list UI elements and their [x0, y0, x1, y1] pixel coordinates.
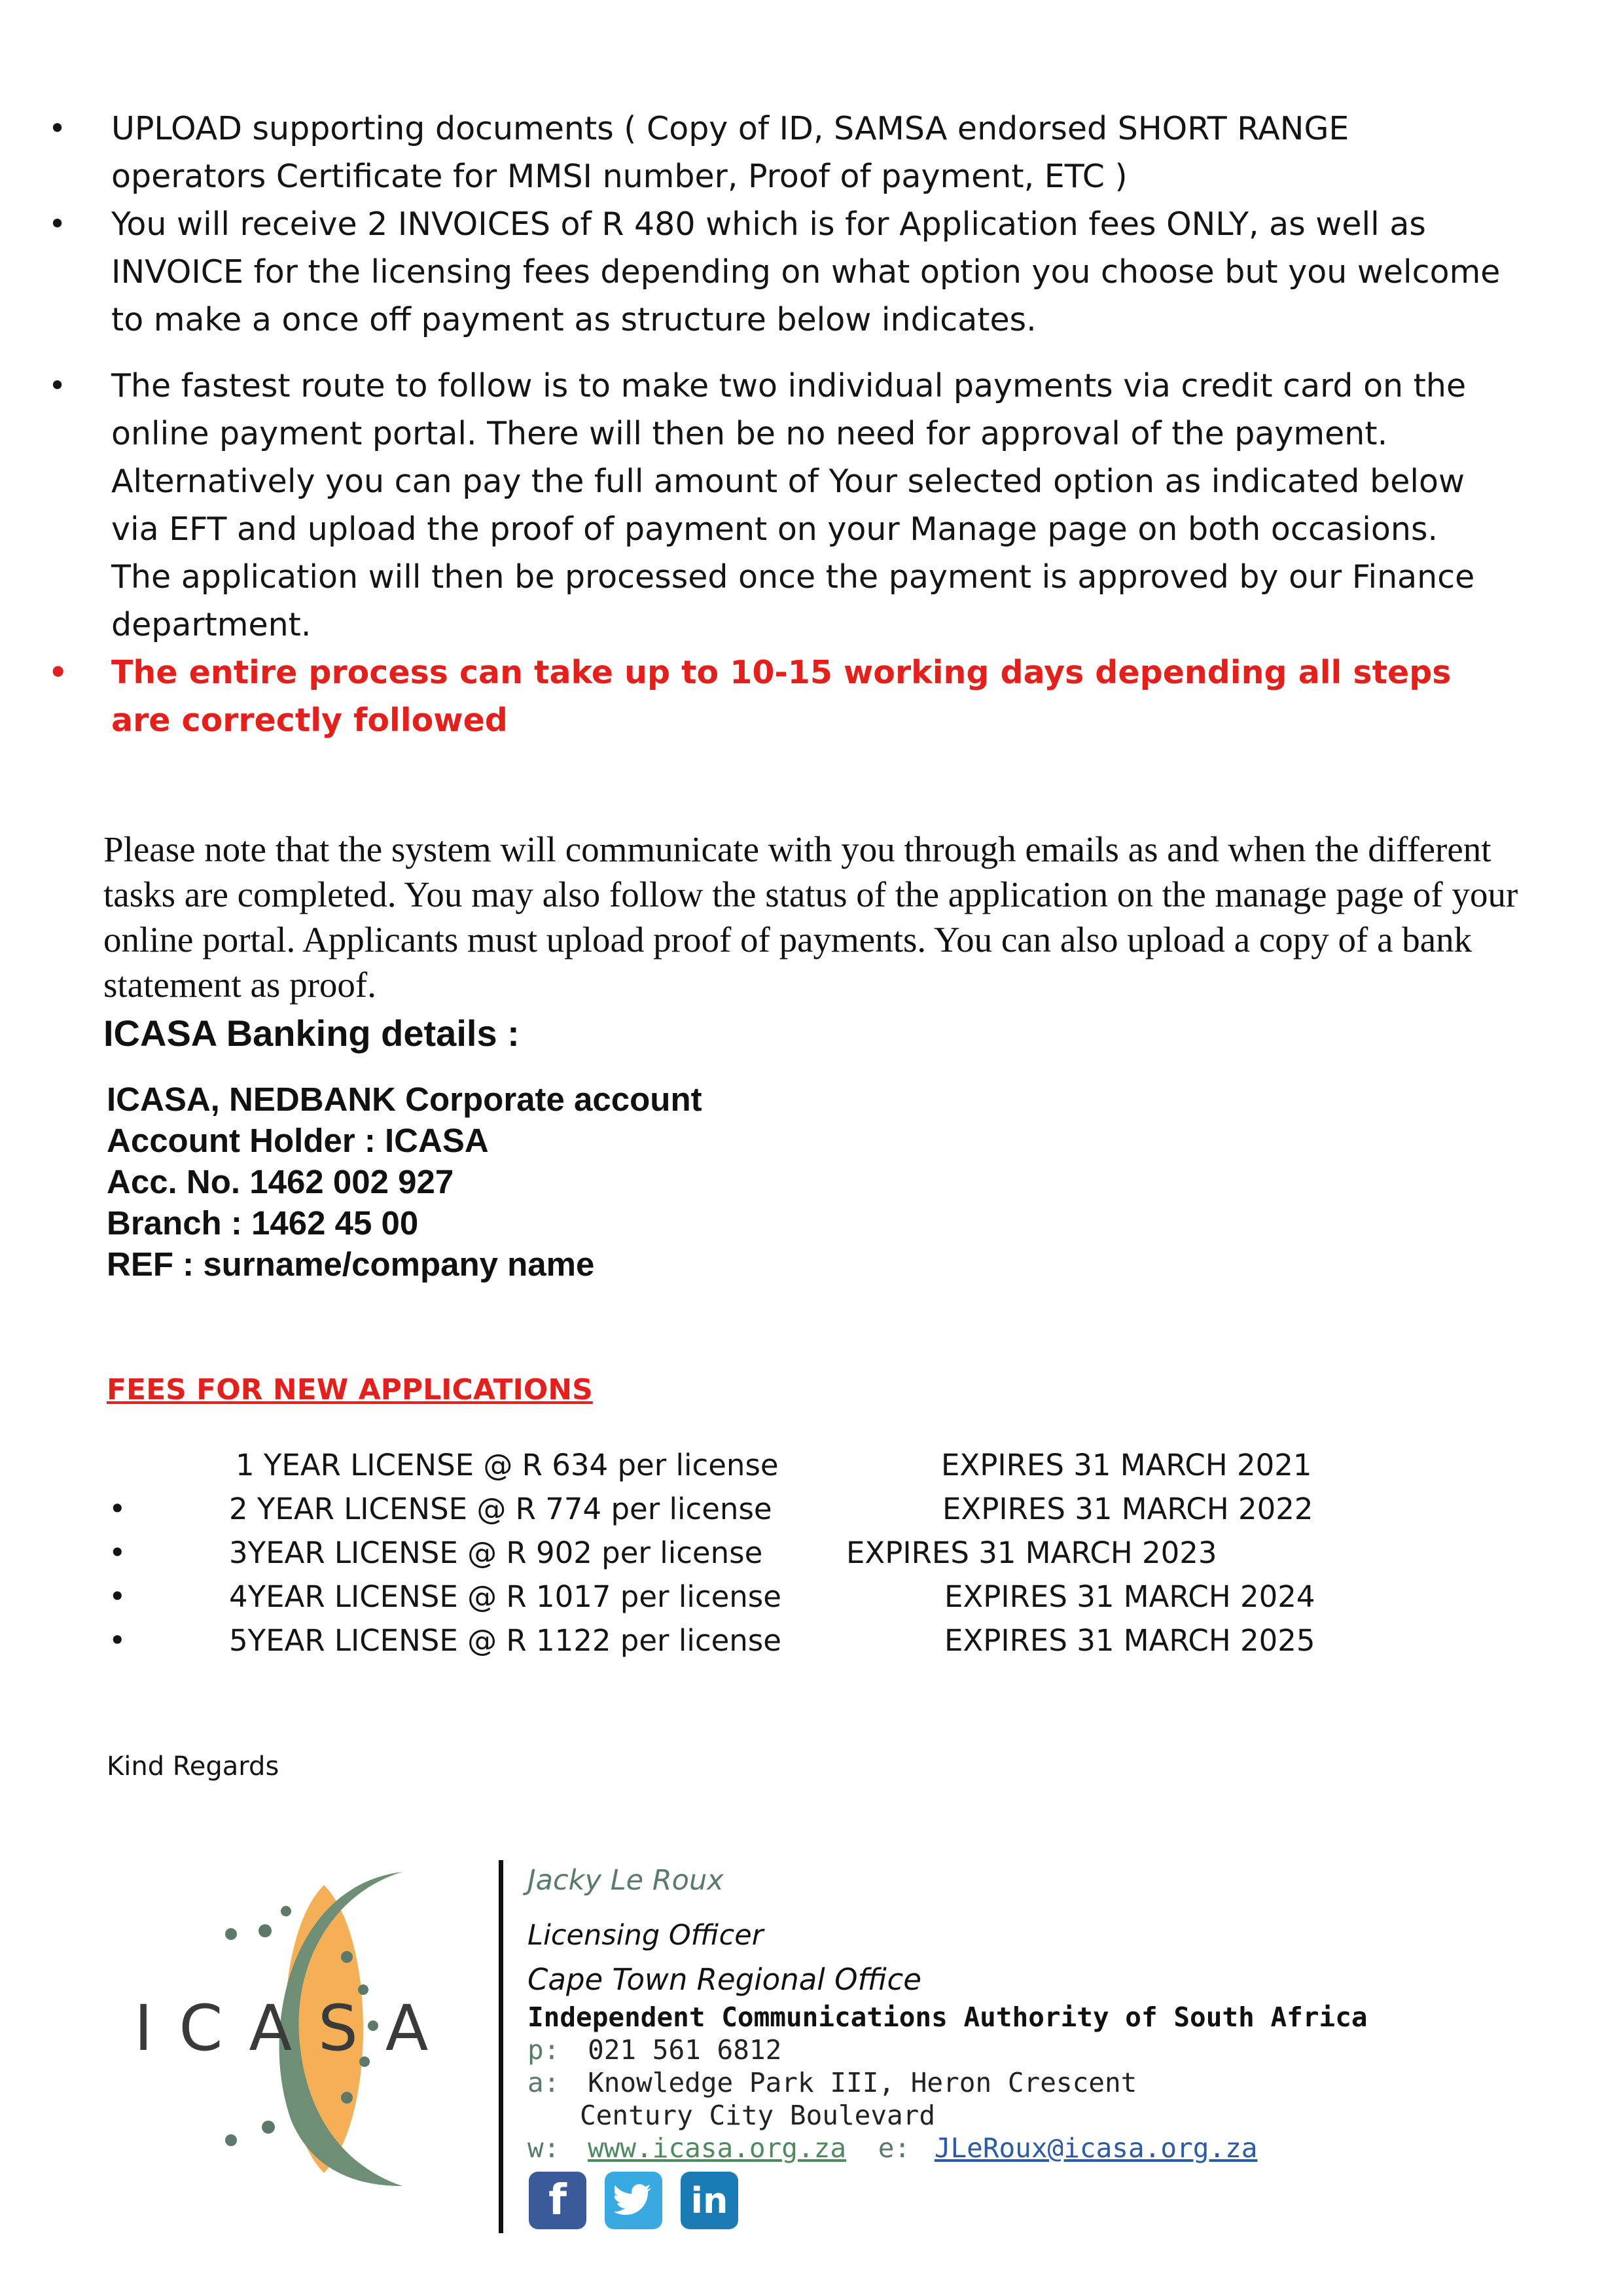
fee-expiry: EXPIRES 31 MARCH 2023: [846, 1535, 1217, 1570]
banking-heading: ICASA Banking details :: [103, 1013, 520, 1054]
email-label: e:: [878, 2132, 911, 2164]
fee-license: 4YEAR LICENSE @ R 1017 per license: [229, 1579, 781, 1614]
fee-bullet: •: [109, 1492, 126, 1526]
address-line-1: Knowledge Park III, Heron Crescent: [588, 2067, 1137, 2098]
fee-expiry: EXPIRES 31 MARCH 2025: [944, 1623, 1315, 1658]
twitter-icon[interactable]: [605, 2172, 662, 2229]
fee-bullet: •: [109, 1535, 126, 1570]
banking-details: [107, 1079, 702, 1285]
signature-name: Jacky Le Roux: [527, 1864, 724, 1897]
banking-line: Acc. No. 1462 002 927: [107, 1163, 454, 1200]
signature-phone-line: [527, 2034, 781, 2066]
list-item: • The fastest route to follow is to make two individual payments via credit card on the online payment portal. There will then be no need for approval of the payment. Alternatively you can pay the full amount of Your selected option as indicated below via EFT and upload the proof of payment on your Manage page on both occasions. The application will then be processed once the payment is approved by our Finance department.: [46, 362, 1505, 649]
banking-line: REF : surname/company name: [107, 1246, 595, 1283]
fee-license: 2 YEAR LICENSE @ R 774 per license: [229, 1492, 772, 1526]
phone-number: 021 561 6812: [588, 2034, 782, 2066]
logo-text: ICASA: [134, 1992, 455, 2065]
website-link[interactable]: www.icasa.org.za: [588, 2132, 847, 2164]
address-label: a:: [527, 2067, 560, 2098]
fees-heading: FEES FOR NEW APPLICATIONS: [107, 1373, 593, 1407]
banking-line: Account Holder : ICASA: [107, 1122, 489, 1159]
fee-row: [0, 1623, 1623, 1666]
fee-row: [0, 1579, 1623, 1623]
fee-row: [0, 1492, 1623, 1535]
address-line-2: Century City Boulevard: [580, 2100, 936, 2131]
fee-license: 1 YEAR LICENSE @ R 634 per license: [236, 1448, 779, 1482]
banking-line: Branch : 1462 45 00: [107, 1204, 419, 1242]
signature-divider: [499, 1860, 503, 2233]
note-paragraph: Please note that the system will communicate with you through emails as and when the different tasks are completed. You may also follow the status of the application on the manage page of your online portal. Applicants must upload proof of payments. You can also upload a copy of a bank statement as proof.: [103, 829, 1518, 1005]
fee-license: 3YEAR LICENSE @ R 902 per license: [229, 1535, 763, 1570]
fee-bullet: •: [109, 1579, 126, 1614]
social-links: [529, 2172, 738, 2229]
instructions-list: [46, 105, 1505, 744]
signature-contact-line: [527, 2132, 1257, 2164]
list-item: • You will receive 2 INVOICES of R 480 which is for Application fees ONLY, as well as INVOICE for the licensing fees depending on what option you choose but you welcome to make a once off payment as structure below indicates.: [46, 200, 1505, 344]
signature-organisation: Independent Communications Authority of South Africa: [527, 2001, 1368, 2033]
icasa-logo: [128, 1859, 468, 2199]
email-link[interactable]: JLeRoux@icasa.org.za: [934, 2132, 1258, 2164]
web-label: w:: [527, 2132, 560, 2164]
banking-line: ICASA, NEDBANK Corporate account: [107, 1081, 702, 1118]
list-item: • UPLOAD supporting documents ( Copy of ID, SAMSA endorsed SHORT RANGE operators Certificate for MMSI number, Proof of payment, ETC ): [46, 105, 1505, 200]
linkedin-icon[interactable]: in: [681, 2172, 738, 2229]
facebook-icon[interactable]: f: [529, 2172, 586, 2229]
signature-address-line: [527, 2067, 1137, 2098]
fee-expiry: EXPIRES 31 MARCH 2022: [942, 1492, 1313, 1526]
fee-expiry: EXPIRES 31 MARCH 2024: [944, 1579, 1315, 1614]
warning-list-item: • The entire process can take up to 10-15 working days depending all steps are correctly followed: [46, 649, 1505, 744]
fee-expiry: EXPIRES 31 MARCH 2021: [941, 1448, 1312, 1482]
signature-title: Licensing Officer: [527, 1919, 764, 1952]
signature-office: Cape Town Regional Office: [527, 1962, 921, 1997]
twitter-bird-icon: [615, 2184, 652, 2217]
fee-license: 5YEAR LICENSE @ R 1122 per license: [229, 1623, 781, 1658]
closing-text: Kind Regards: [107, 1751, 279, 1782]
fee-row: [0, 1448, 1623, 1491]
phone-label: p:: [527, 2034, 560, 2066]
fee-row: [0, 1535, 1623, 1579]
fee-bullet: •: [109, 1623, 126, 1658]
